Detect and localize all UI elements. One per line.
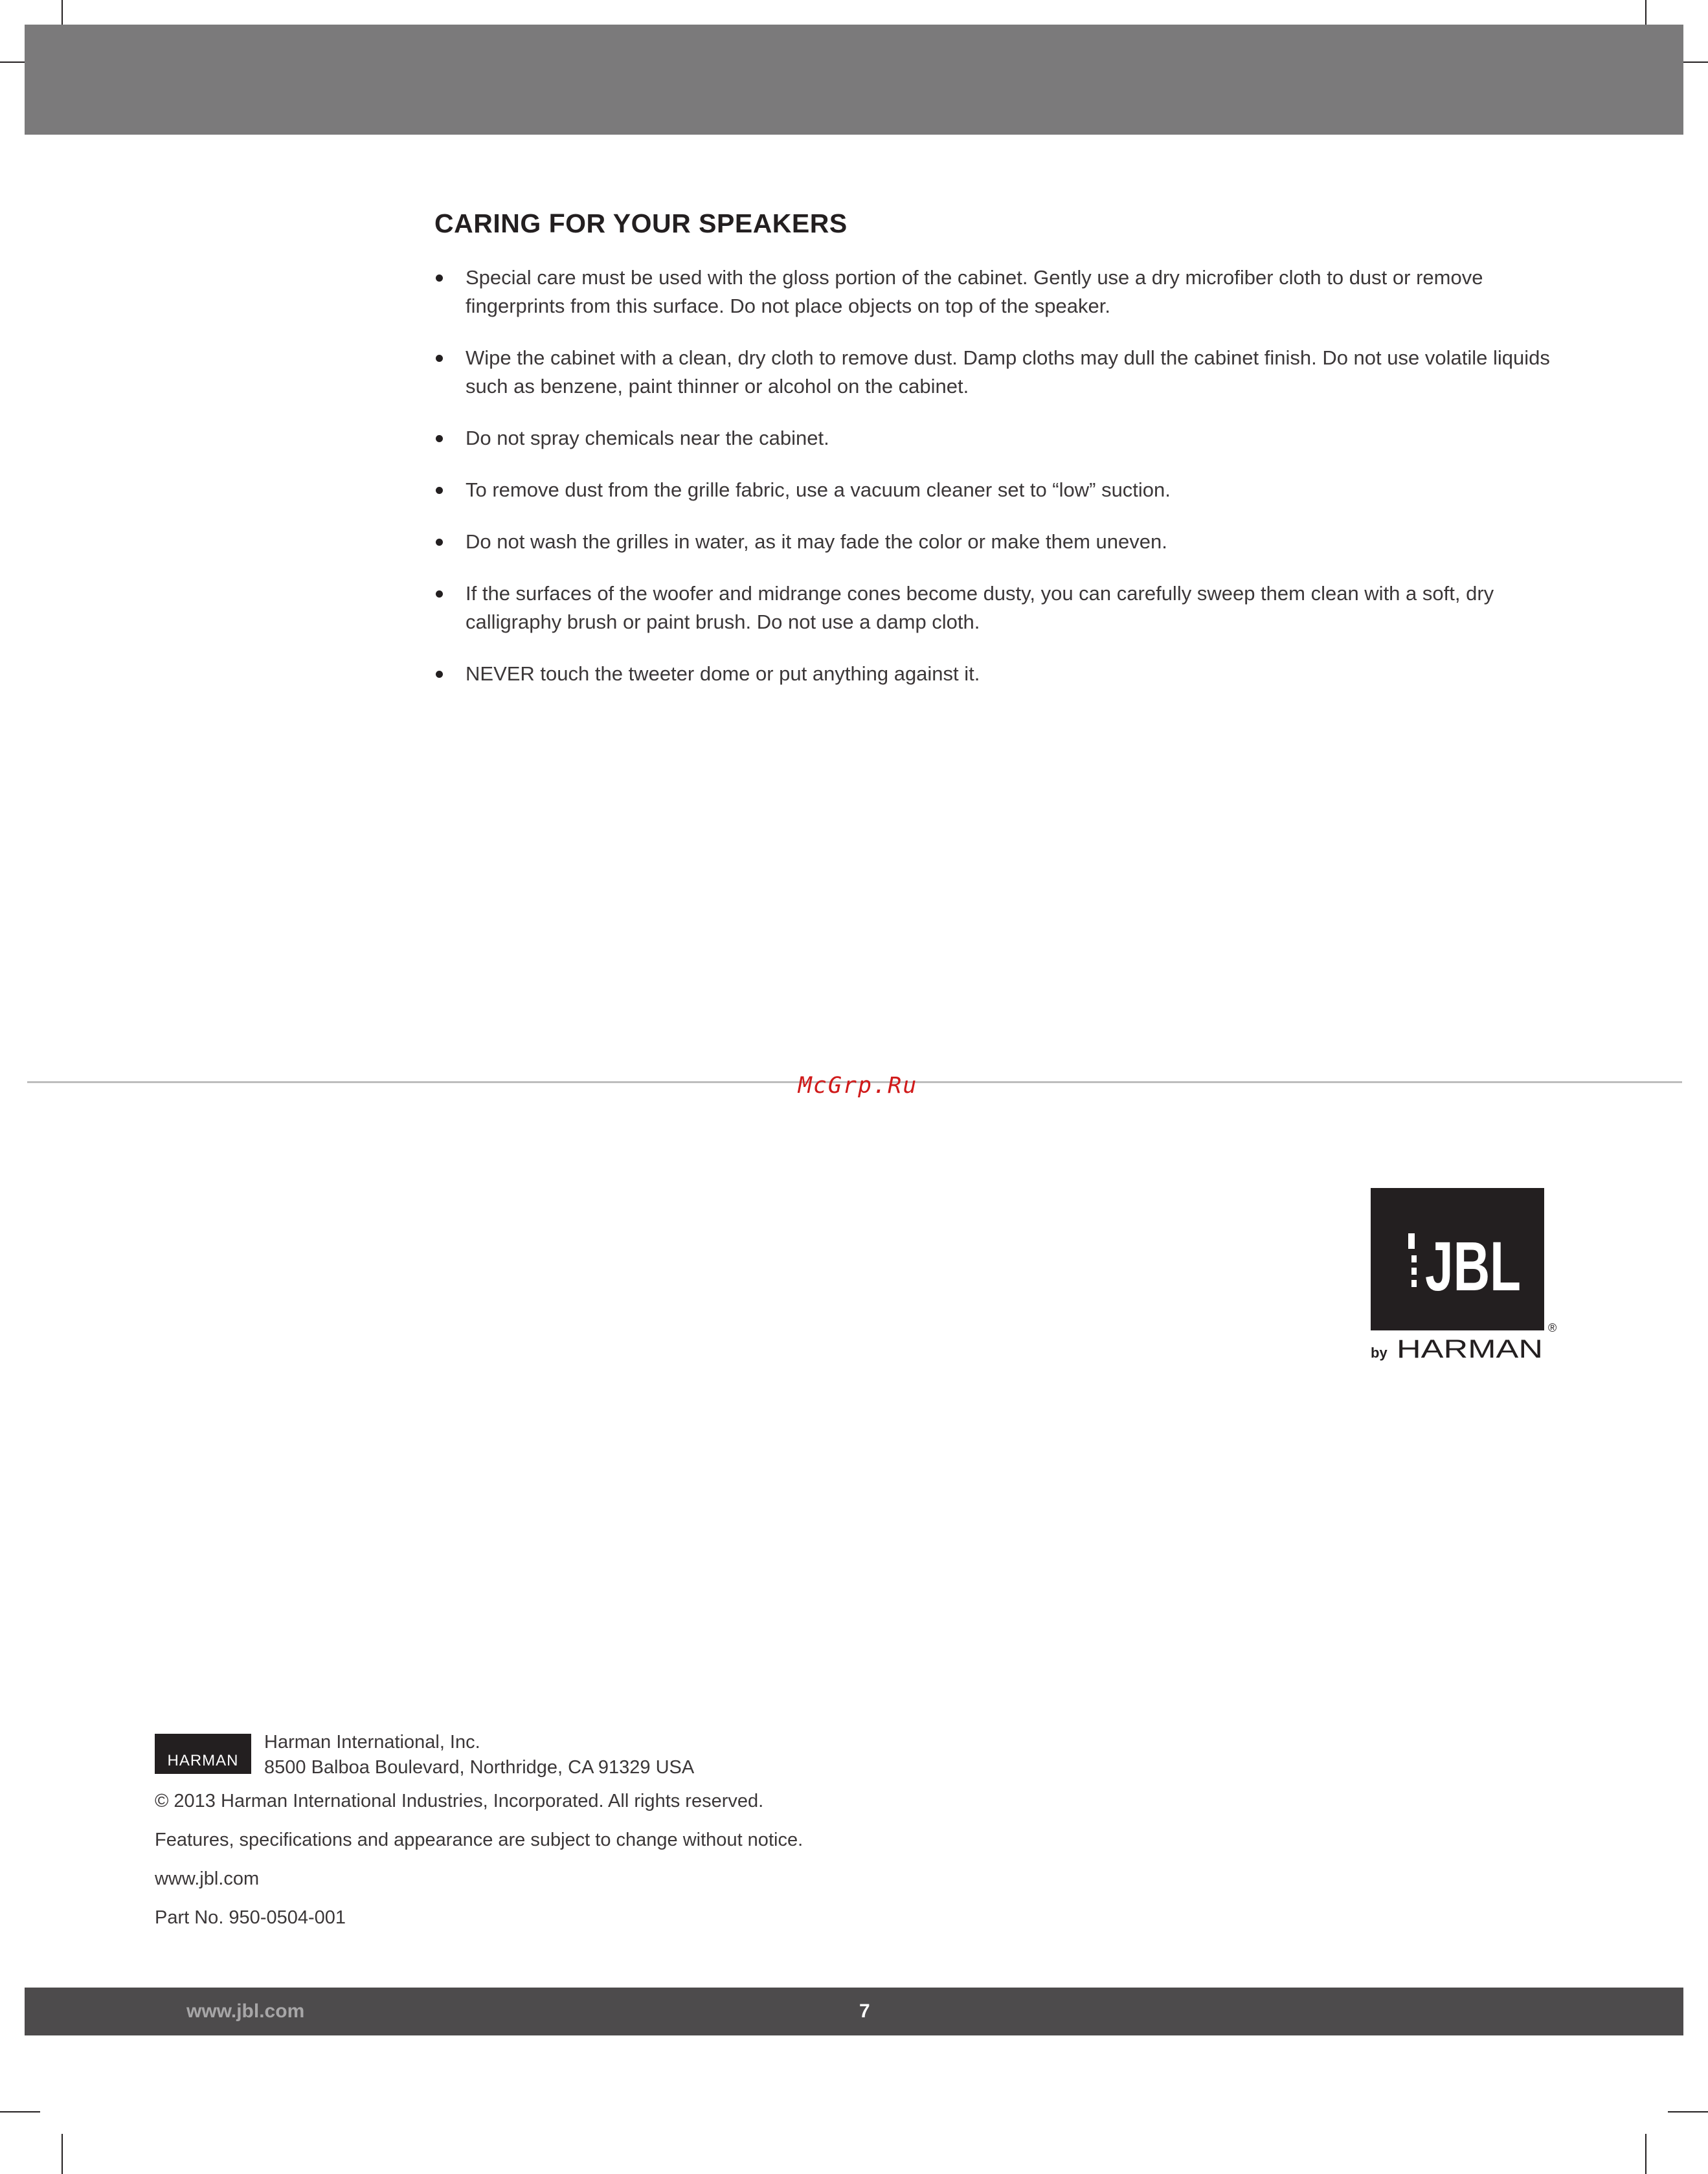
list-item: NEVER touch the tweeter dome or put anything against it. — [434, 660, 1574, 688]
registered-mark: ® — [1548, 1321, 1557, 1334]
section-title: CARING FOR YOUR SPEAKERS — [434, 208, 848, 238]
list-item: If the surfaces of the woofer and midrange cones become dusty, you can carefully sweep them clean with a soft, dry calligraphy brush or paint brush. Do not use a damp cloth. — [434, 579, 1574, 636]
crop-mark — [0, 2111, 40, 2112]
change-notice: Features, specifications and appearance are subject to change without notice. — [155, 1830, 803, 1850]
list-item: Wipe the cabinet with a clean, dry cloth to remove dust. Damp cloths may dull the cabinet finish. Do not use volatile liquids such as benzene, paint thinner or alcohol on the cabinet. — [434, 344, 1574, 401]
footer-url[interactable]: www.jbl.com — [186, 2000, 305, 2022]
list-item: Do not wash the grilles in water, as it may fade the color or make them uneven. — [434, 528, 1574, 556]
company-name: Harman International, Inc. — [264, 1732, 480, 1753]
company-address — [264, 1730, 694, 1780]
footer-band — [25, 1988, 1683, 2035]
logo-byline-brand: HARMAN — [1397, 1335, 1543, 1363]
jbl-wordmark: JBL — [1425, 1227, 1521, 1305]
company-street: 8500 Balboa Boulevard, Northridge, CA 91329 USA — [264, 1757, 695, 1778]
watermark: McGrp.Ru — [798, 1073, 918, 1099]
copyright: © 2013 Harman International Industries, Incorporated. All rights reserved. — [155, 1791, 764, 1811]
crop-mark — [1668, 2111, 1708, 2112]
logo-byline-prefix: by — [1371, 1345, 1388, 1361]
list-item: Special care must be used with the gloss portion of the cabinet. Gently use a dry microfiber cloth to dust or remove fingerprints from this surface. Do not place objects on top of the speaker. — [434, 263, 1574, 320]
crop-mark — [62, 2134, 63, 2174]
harman-logo — [155, 1734, 251, 1774]
harman-logo-text: HARMAN — [167, 1752, 239, 1769]
page-number: 7 — [859, 2000, 870, 2022]
crop-mark — [1645, 2134, 1646, 2174]
header-band — [25, 25, 1683, 135]
list-item: Do not spray chemicals near the cabinet. — [434, 424, 1574, 453]
website-link[interactable]: www.jbl.com — [155, 1868, 260, 1889]
jbl-logo — [1371, 1188, 1558, 1369]
list-item: To remove dust from the grille fabric, use a vacuum cleaner set to “low” suction. — [434, 476, 1574, 504]
care-list — [434, 263, 1574, 712]
part-number: Part No. 950-0504-001 — [155, 1907, 346, 1928]
